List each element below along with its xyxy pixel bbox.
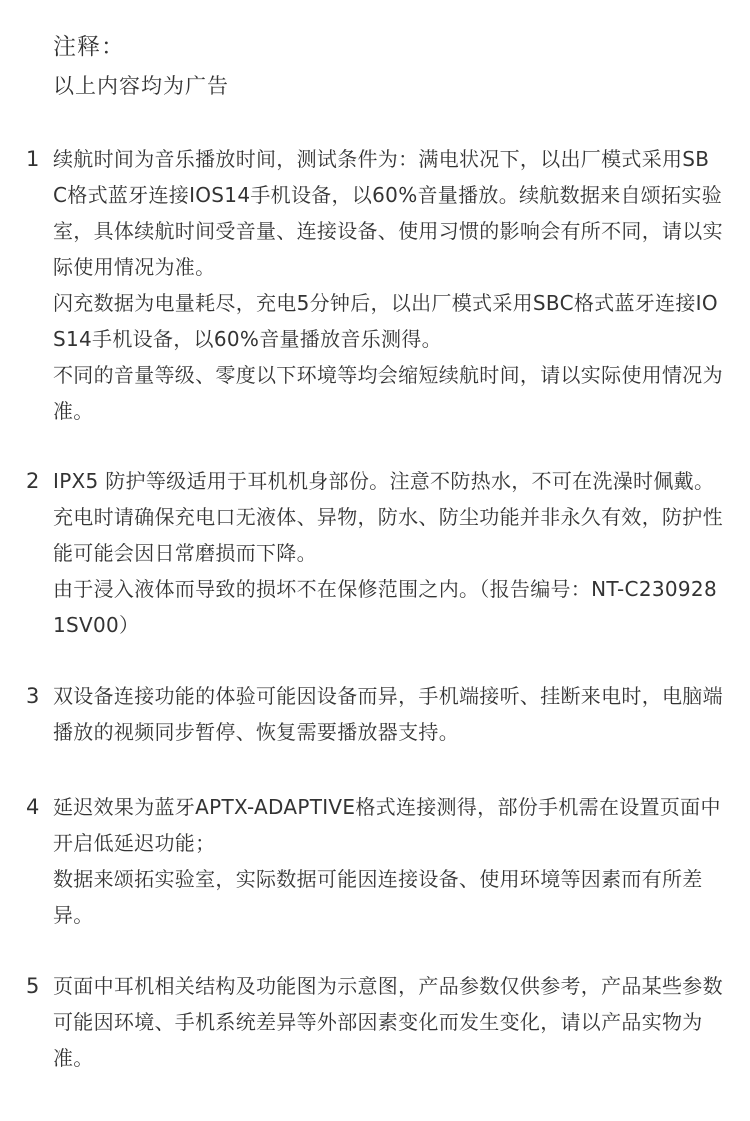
note-number: 1 [26,147,40,171]
note-paragraph: 双设备连接功能的体验可能因设备而异，手机端接听、挂断来电时，电脑端播放的视频同步暂停、恢复需要播放器支持。 [53,684,723,744]
note-number: 4 [26,795,40,819]
note-paragraph: 延迟效果为蓝牙APTX-ADAPTIVE格式连接测得，部份手机需在设置页面中开启低延迟功能； [53,795,721,855]
note-paragraph: IPX5 防护等级适用于耳机机身部份。注意不防热水，不可在洗澡时佩戴。充电时请确保充电口无液体、异物，防水、防尘功能并非永久有效，防护性能可能会因日常磨损而下降。 [53,469,723,565]
page-title: 注释： [53,34,125,60]
ad-notice: 以上内容均为广告 [53,74,229,98]
note-paragraph: 数据来颂拓实验室，实际数据可能因连接设备、使用环境等因素而有所差异。 [53,867,703,927]
note-paragraph: 续航时间为音乐播放时间，测试条件为：满电状况下，以出厂模式采用SBC格式蓝牙连接IOS14手机设备，以60%音量播放。续航数据来自颂拓实验室，具体续航时间受音量、连接设备、使用习惯的影响会有所不同，请以实际使用情况为准。 [53,147,723,279]
note-number: 5 [26,974,40,998]
note-paragraph: 不同的音量等级、零度以下环境等均会缩短续航时间，请以实际使用情况为准。 [53,363,723,423]
note-paragraph: 由于浸入液体而导致的损坏不在保修范围之内。（报告编号：NT-C2309281SV00） [53,577,717,637]
note-paragraph: 页面中耳机相关结构及功能图为示意图，产品参数仅供参考，产品某些参数可能因环境、手机系统差异等外部因素变化而发生变化，请以产品实物为准。 [53,974,723,1070]
note-number: 2 [26,469,40,493]
note-number: 3 [26,684,40,708]
note-paragraph: 闪充数据为电量耗尽，充电5分钟后，以出厂模式采用SBC格式蓝牙连接IOS14手机设备，以60%音量播放音乐测得。 [53,291,718,351]
